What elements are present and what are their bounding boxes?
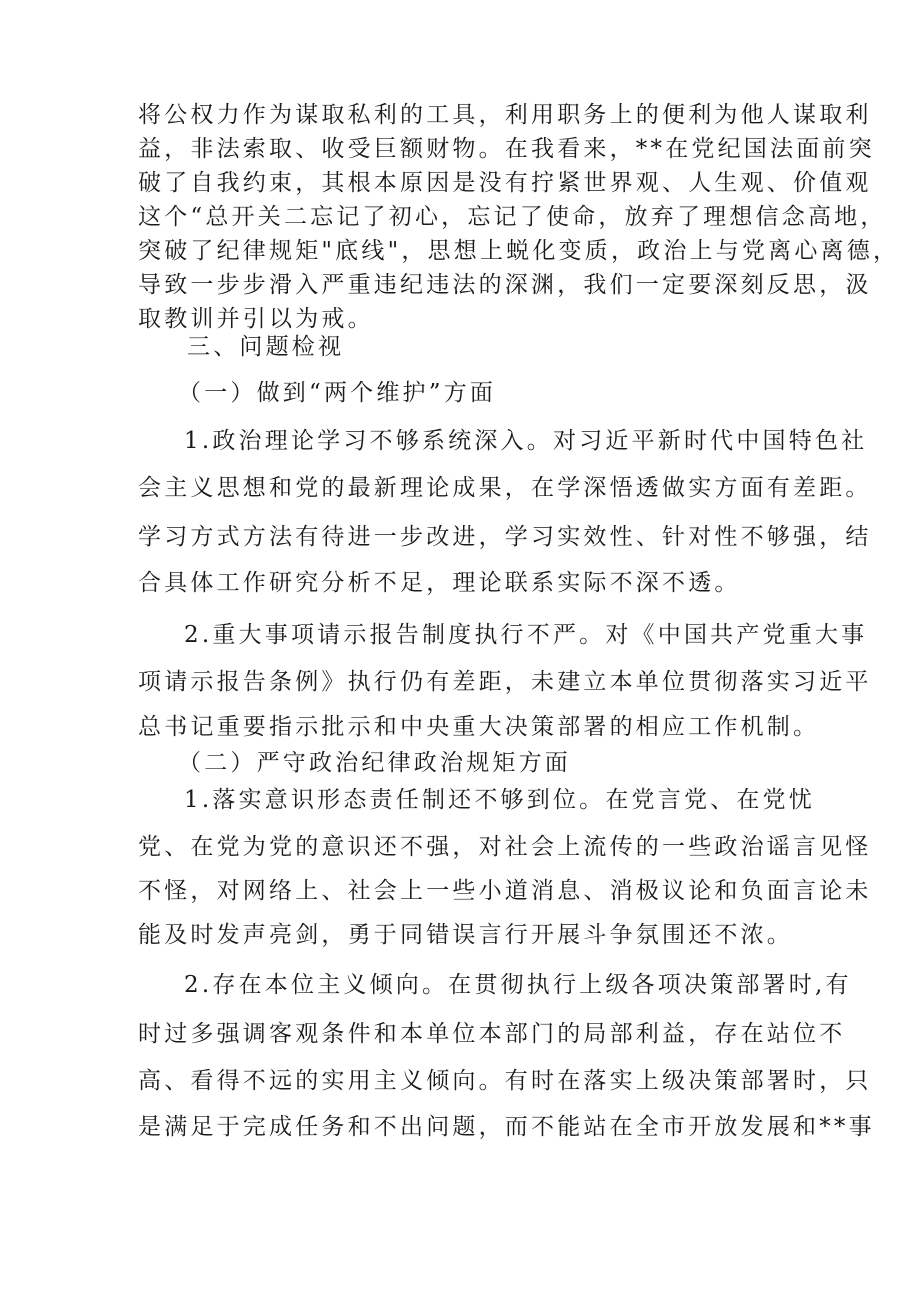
paragraph-line: 党、在党为党的意识还不强，对社会上流传的一些政治谣言见怪	[138, 834, 872, 860]
intro-line: 导致一步步滑入严重违纪违法的深渊，我们一定要深刻反思，汲	[138, 272, 872, 298]
paragraph-line: 2.存在本位主义倾向。在贯彻执行上级各项决策部署时,有	[184, 972, 852, 998]
section-heading: 三、问题检视	[187, 334, 345, 360]
paragraph-line: 不怪，对网络上、社会上一些小道消息、消极议论和负面言论未	[138, 878, 872, 904]
paragraph-line: 时过多强调客观条件和本单位本部门的局部利益，存在站位不	[138, 1021, 846, 1047]
paragraph-line: 1.落实意识形态责任制还不够到位。在党言党、在党忧	[184, 787, 815, 813]
subsection-heading: （一）做到“两个维护”方面	[178, 380, 497, 406]
subsection-heading: （二）严守政治纪律政治规矩方面	[178, 750, 571, 776]
intro-line: 取教训并引以为戒。	[138, 306, 374, 332]
paragraph-line: 是满足于完成任务和不出问题，而不能站在全市开放发展和**事	[138, 1114, 875, 1140]
paragraph-line: 能及时发声亮剑，勇于同错误言行开展斗争氛围还不浓。	[138, 922, 793, 948]
paragraph-line: 总书记重要指示批示和中央重大决策部署的相应工作机制。	[138, 714, 820, 740]
paragraph-line: 项请示报告条例》执行仍有差距，未建立本单位贯彻落实习近平	[138, 669, 872, 695]
intro-line: 将公权力作为谋取私利的工具，利用职务上的便利为他人谋取利	[138, 102, 872, 128]
paragraph-line: 1.政治理论学习不够系统深入。对习近平新时代中国特色社	[184, 428, 868, 454]
paragraph-line: 合具体工作研究分析不足，理论联系实际不深不透。	[138, 570, 741, 596]
intro-line: 益，非法索取、收受巨额财物。在我看来，**在党纪国法面前突	[138, 136, 875, 162]
paragraph-line: 高、看得不远的实用主义倾向。有时在落实上级决策部署时，只	[138, 1068, 872, 1094]
paragraph-line: 2.重大事项请示报告制度执行不严。对《中国共产党重大事	[184, 622, 868, 648]
intro-line: 这个“总开关二忘记了初心，忘记了使命，放弃了理想信念高地，	[138, 204, 887, 230]
intro-line: 破了自我约束，其根本原因是没有拧紧世界观、人生观、价值观	[138, 170, 872, 196]
paragraph-line: 会主义思想和党的最新理论成果，在学深悟透做实方面有差距。	[138, 475, 872, 501]
intro-line: 突破了纪律规矩"底线"，思想上蜕化变质，政治上与党离心离德，	[138, 238, 900, 264]
paragraph-line: 学习方式方法有待进一步改进，学习实效性、针对性不够强，结	[138, 524, 872, 550]
